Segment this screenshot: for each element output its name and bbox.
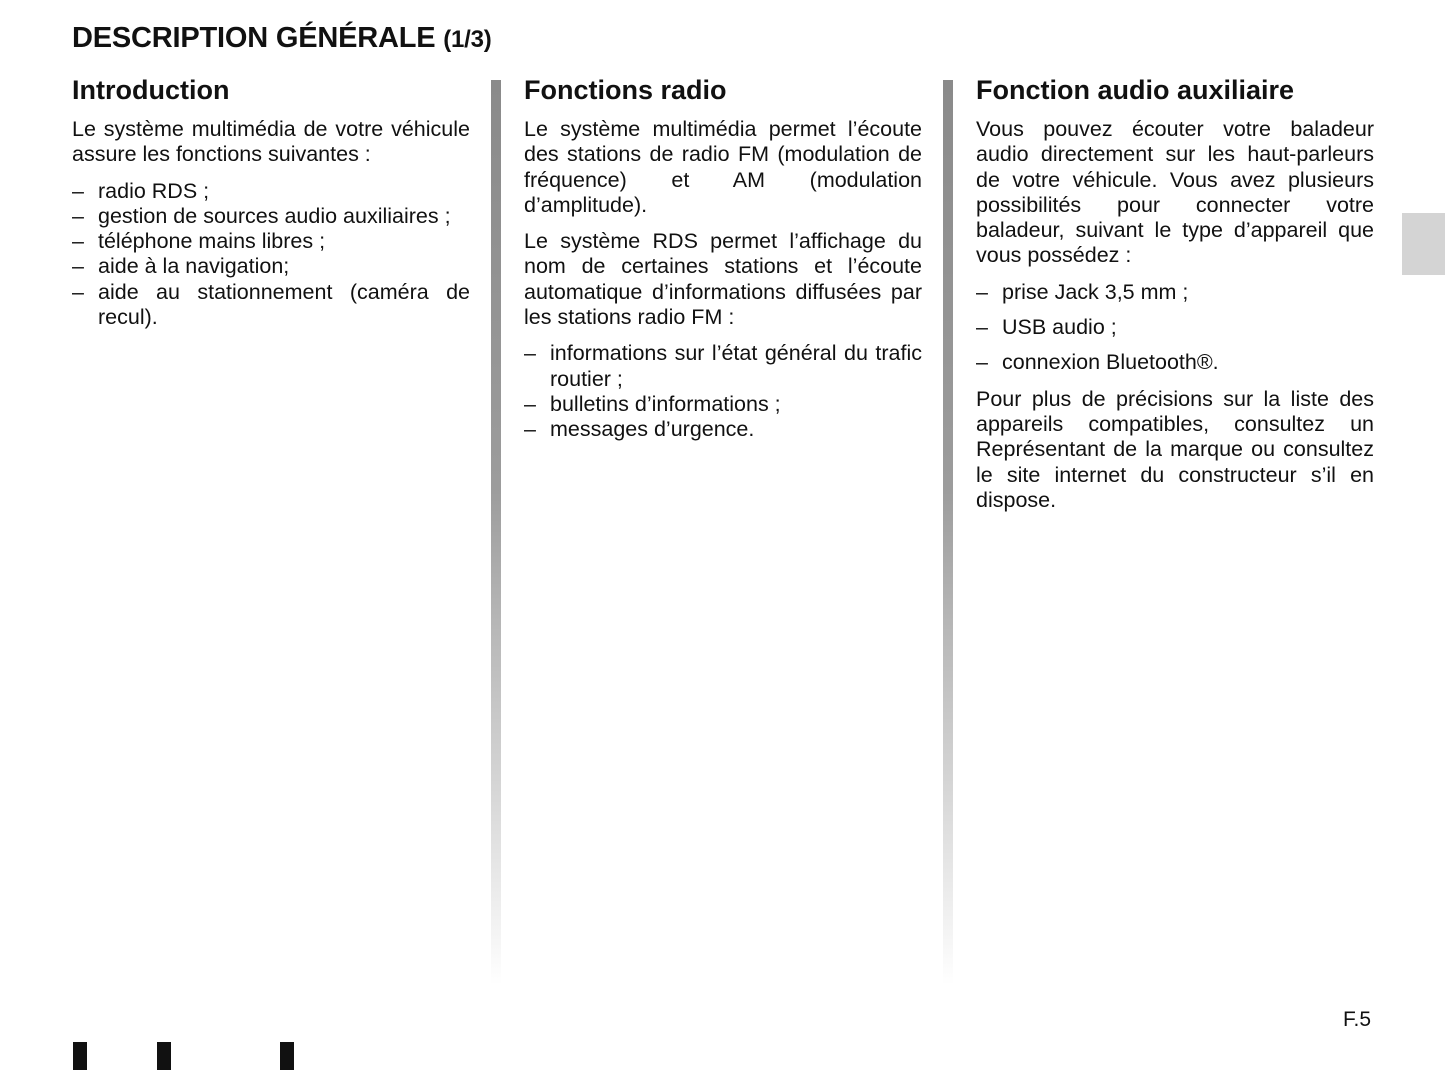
column-fonctions-radio <box>524 74 922 454</box>
list-item: – prise Jack 3,5 mm ; <box>976 280 1374 305</box>
list-item: – USB audio ; <box>976 315 1374 340</box>
page-number: F.5 <box>1343 1008 1372 1031</box>
crop-mark <box>73 1042 87 1070</box>
list-item: – bulletins d’informations ; <box>524 392 922 417</box>
page-title <box>72 22 492 55</box>
bullet-list <box>72 179 470 331</box>
section-heading-fonctions-radio: Fonctions radio <box>524 75 727 105</box>
list-item: – messages d’urgence. <box>524 417 922 442</box>
column-divider <box>491 80 501 985</box>
section-heading-introduction: Introduction <box>72 75 230 105</box>
paragraph: Vous pouvez écouter votre baladeur audio directement sur les haut-parleurs de votre véhicule. Vous avez plusieurs possibilités pour connecter votre baladeur, suivant le type d’appareil que vous possédez : <box>976 117 1374 268</box>
page-title-text: DESCRIPTION GÉNÉRALE <box>72 22 436 54</box>
paragraph: Le système RDS permet l’affichage du nom de certaines stations et l’écoute automatique d’informations diffusées par les stations radio FM : <box>524 229 922 330</box>
section-heading-fonction-audio-auxiliaire: Fonction audio auxiliaire <box>976 75 1295 105</box>
crop-mark <box>280 1042 294 1070</box>
chapter-thumb-tab <box>1402 213 1445 275</box>
list-item: – téléphone mains libres ; <box>72 229 470 254</box>
paragraph: Pour plus de précisions sur la liste des appareils compatibles, consultez un Représentant de la marque ou consultez le site internet du constructeur s’il en dispose. <box>976 386 1374 512</box>
bullet-list <box>976 280 1374 376</box>
column-introduction <box>72 74 470 341</box>
paragraph: Le système multimédia de votre véhicule assure les fonctions suivantes : <box>72 117 470 167</box>
list-item: – radio RDS ; <box>72 179 470 204</box>
paragraph: Le système multimédia permet l’écoute des stations de radio FM (modulation de fréquence) et AM (modulation d’amplitude). <box>524 117 922 217</box>
bullet-list <box>524 341 922 442</box>
list-item: – aide à la navigation; <box>72 254 470 279</box>
column-fonction-audio-auxiliaire <box>976 74 1374 524</box>
list-item: – aide au stationnement (caméra de recul). <box>72 280 470 331</box>
list-item: – gestion de sources audio auxiliaires ; <box>72 204 470 229</box>
crop-mark <box>157 1042 171 1070</box>
page-title-counter: (1/3) <box>443 26 492 53</box>
column-divider <box>943 80 953 985</box>
list-item: – connexion Bluetooth®. <box>976 350 1374 375</box>
list-item: – informations sur l’état général du trafic routier ; <box>524 341 922 392</box>
